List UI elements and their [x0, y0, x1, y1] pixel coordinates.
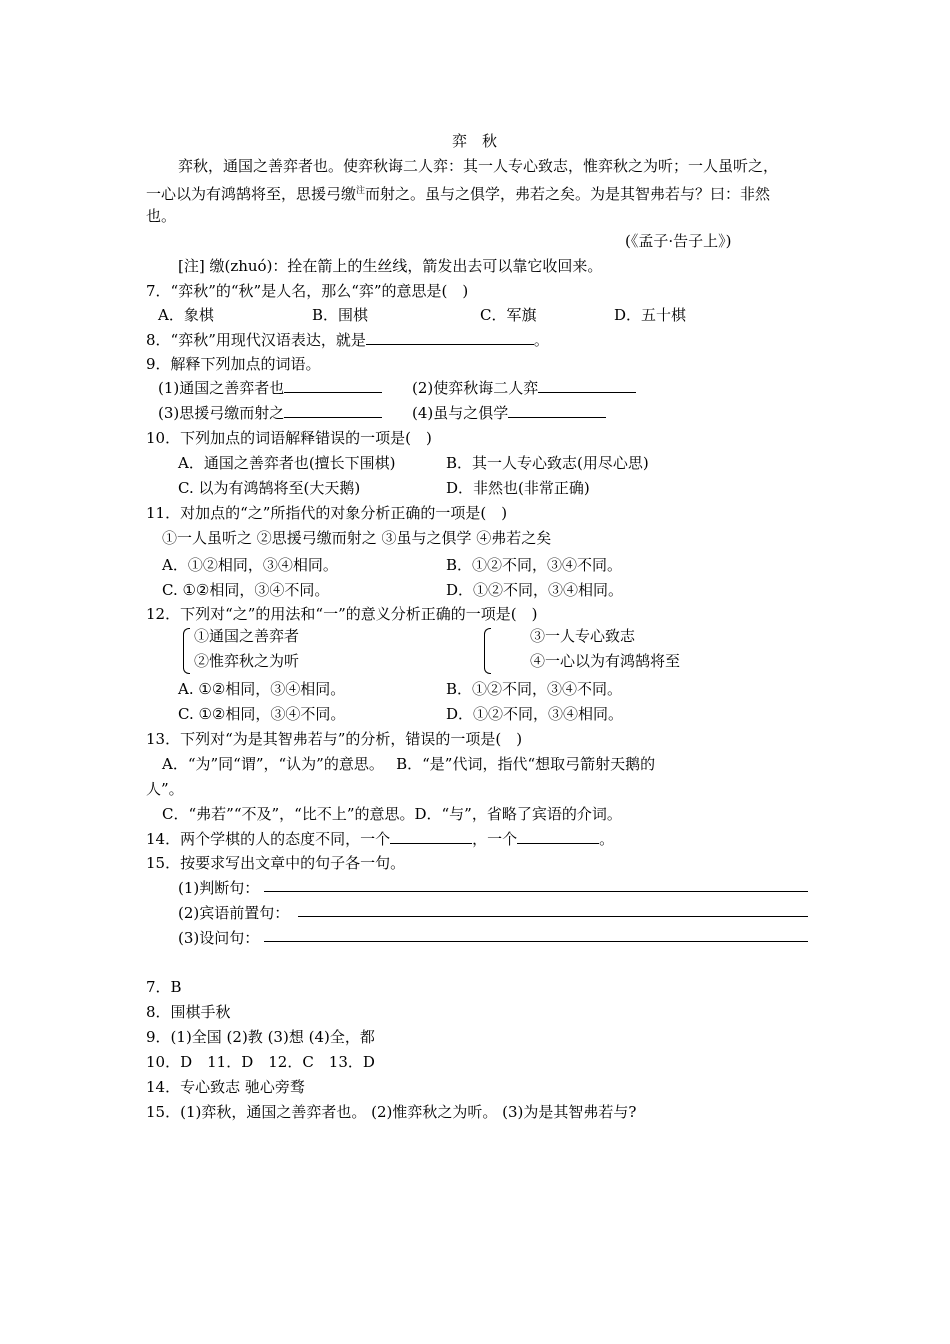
answer-line: 7．B — [146, 978, 182, 996]
question-items: ①一人虽听之 ②思援弓缴而射之 ③虽与之俱学 ④弗若之矣 — [162, 529, 552, 547]
option: C．军旗 — [480, 306, 537, 324]
answer-blank — [390, 829, 472, 844]
passage-text: 而射之。虽与之俱学，弗若之矣。为是其智弗若与？曰：非然 — [365, 185, 771, 203]
option: D．非然也(非常正确) — [446, 479, 590, 497]
answer-line: 10．D 11．D 12．C 13．D — [146, 1053, 375, 1071]
option: B．①②不同，③④不同。 — [446, 680, 623, 698]
question-item: ②惟弈秋之为听 — [194, 652, 300, 670]
option: A．通国之善弈者也(擅长下围棋) — [178, 454, 396, 472]
answer-blank — [298, 902, 808, 917]
question-item: (1)判断句： — [178, 879, 260, 897]
option: A．①②相同，③④相同。 — [162, 556, 338, 574]
question-text: ，一个 — [472, 830, 518, 848]
note-marker: 注 — [356, 186, 366, 196]
option: C. ①②相同，③④不同。 — [162, 581, 330, 599]
option: B．①②不同，③④不同。 — [446, 556, 623, 574]
question-stem: 9．解释下列加点的词语。 — [146, 355, 321, 373]
option-line: C．“弗若”“不及”，“比不上”的意思。D．“与”，省略了宾语的介词。 — [162, 805, 622, 823]
left-brace — [183, 628, 190, 674]
answer-blank — [284, 403, 382, 418]
page-title: 弈 秋 — [452, 132, 498, 150]
option: C. ①②相同，③④不同。 — [178, 705, 346, 723]
question-stem: 12．下列对“之”的用法和“一”的意义分析正确的一项是( ) — [146, 605, 538, 623]
option-line: A．“为”同“谓”，“认为”的意思。 B．“是”代词，指代“想取弓箭射天鹅的 — [162, 755, 656, 773]
question-stem: 10．下列加点的词语解释错误的一项是( ) — [146, 429, 432, 447]
punctuation: 。 — [533, 331, 549, 349]
option: B．围棋 — [312, 306, 369, 324]
left-brace — [484, 628, 491, 674]
answer-blank — [538, 378, 636, 393]
question-stem: 14．两个学棋的人的态度不同，一个 — [146, 830, 391, 848]
passage-line: 也。 — [146, 207, 177, 225]
passage-line: 弈秋，通国之善弈者也。使弈秋诲二人弈：其一人专心致志，惟弈秋之为听；一人虽听之， — [178, 157, 779, 175]
item-text: (2)使弈秋诲二人弈 — [412, 379, 539, 397]
question-item: ④一心以为有鸿鹄将至 — [530, 652, 681, 670]
answer-blank — [264, 927, 808, 942]
option: A. ①②相同，③④相同。 — [178, 680, 346, 698]
question-stem: 7．“弈秋”的“秋”是人名，那么“弈”的意思是( ) — [146, 282, 469, 300]
question-item: ①通国之善弈者 — [194, 627, 300, 645]
option: D．①②不同，③④相同。 — [446, 705, 624, 723]
question-stem: 8．“弈秋”用现代汉语表达，就是 — [146, 331, 366, 349]
question-stem: 13．下列对“为是其智弗若与”的分析，错误的一项是( ) — [146, 730, 523, 748]
passage-line — [146, 181, 770, 204]
answer-line: 9．(1)全国 (2)教 (3)想 (4)全，都 — [146, 1028, 375, 1046]
passage-text: 一心以为有鸿鹄将至，思援弓缴 — [146, 185, 357, 203]
option-line: 人”。 — [146, 780, 184, 798]
footnote: [注] 缴(zhuó)：拴在箭上的生丝线，箭发出去可以靠它收回来。 — [178, 257, 603, 275]
answer-blank — [366, 330, 534, 345]
question-line — [146, 330, 549, 350]
question-item: (3)设问句： — [178, 929, 260, 947]
option: D．①②不同，③④相同。 — [446, 581, 624, 599]
answer-line: 15．(1)弈秋，通国之善弈者也。 (2)惟弈秋之为听。 (3)为是其智弗若与? — [146, 1103, 637, 1121]
question-item — [158, 378, 382, 398]
answer-blank — [264, 877, 808, 892]
option: A．象棋 — [158, 306, 214, 324]
answer-blank — [508, 403, 606, 418]
option: D．五十棋 — [614, 306, 687, 324]
option: B．其一人专心致志(用尽心思) — [446, 454, 649, 472]
question-item — [158, 403, 382, 423]
option: C. 以为有鸿鹄将至(大天鹅) — [178, 479, 361, 497]
answer-line: 8．围棋手秋 — [146, 1003, 231, 1021]
item-text: (4)虽与之俱学 — [412, 404, 509, 422]
answer-blank — [284, 378, 382, 393]
item-text: (3)思援弓缴而射之 — [158, 404, 285, 422]
question-item: ③一人专心致志 — [530, 627, 636, 645]
passage-source: (《孟子·告子上》) — [625, 232, 732, 250]
question-item — [412, 378, 636, 398]
question-item: (2)宾语前置句： — [178, 904, 290, 922]
question-stem: 11．对加点的“之”所指代的对象分析正确的一项是( ) — [146, 504, 508, 522]
question-item — [412, 403, 606, 423]
question-stem: 15．按要求写出文章中的句子各一句。 — [146, 854, 406, 872]
item-text: (1)通国之善弈者也 — [158, 379, 285, 397]
answer-blank — [517, 829, 599, 844]
answer-line: 14．专心致志 驰心旁骛 — [146, 1078, 305, 1096]
punctuation: 。 — [599, 830, 615, 848]
question-line — [146, 829, 614, 849]
